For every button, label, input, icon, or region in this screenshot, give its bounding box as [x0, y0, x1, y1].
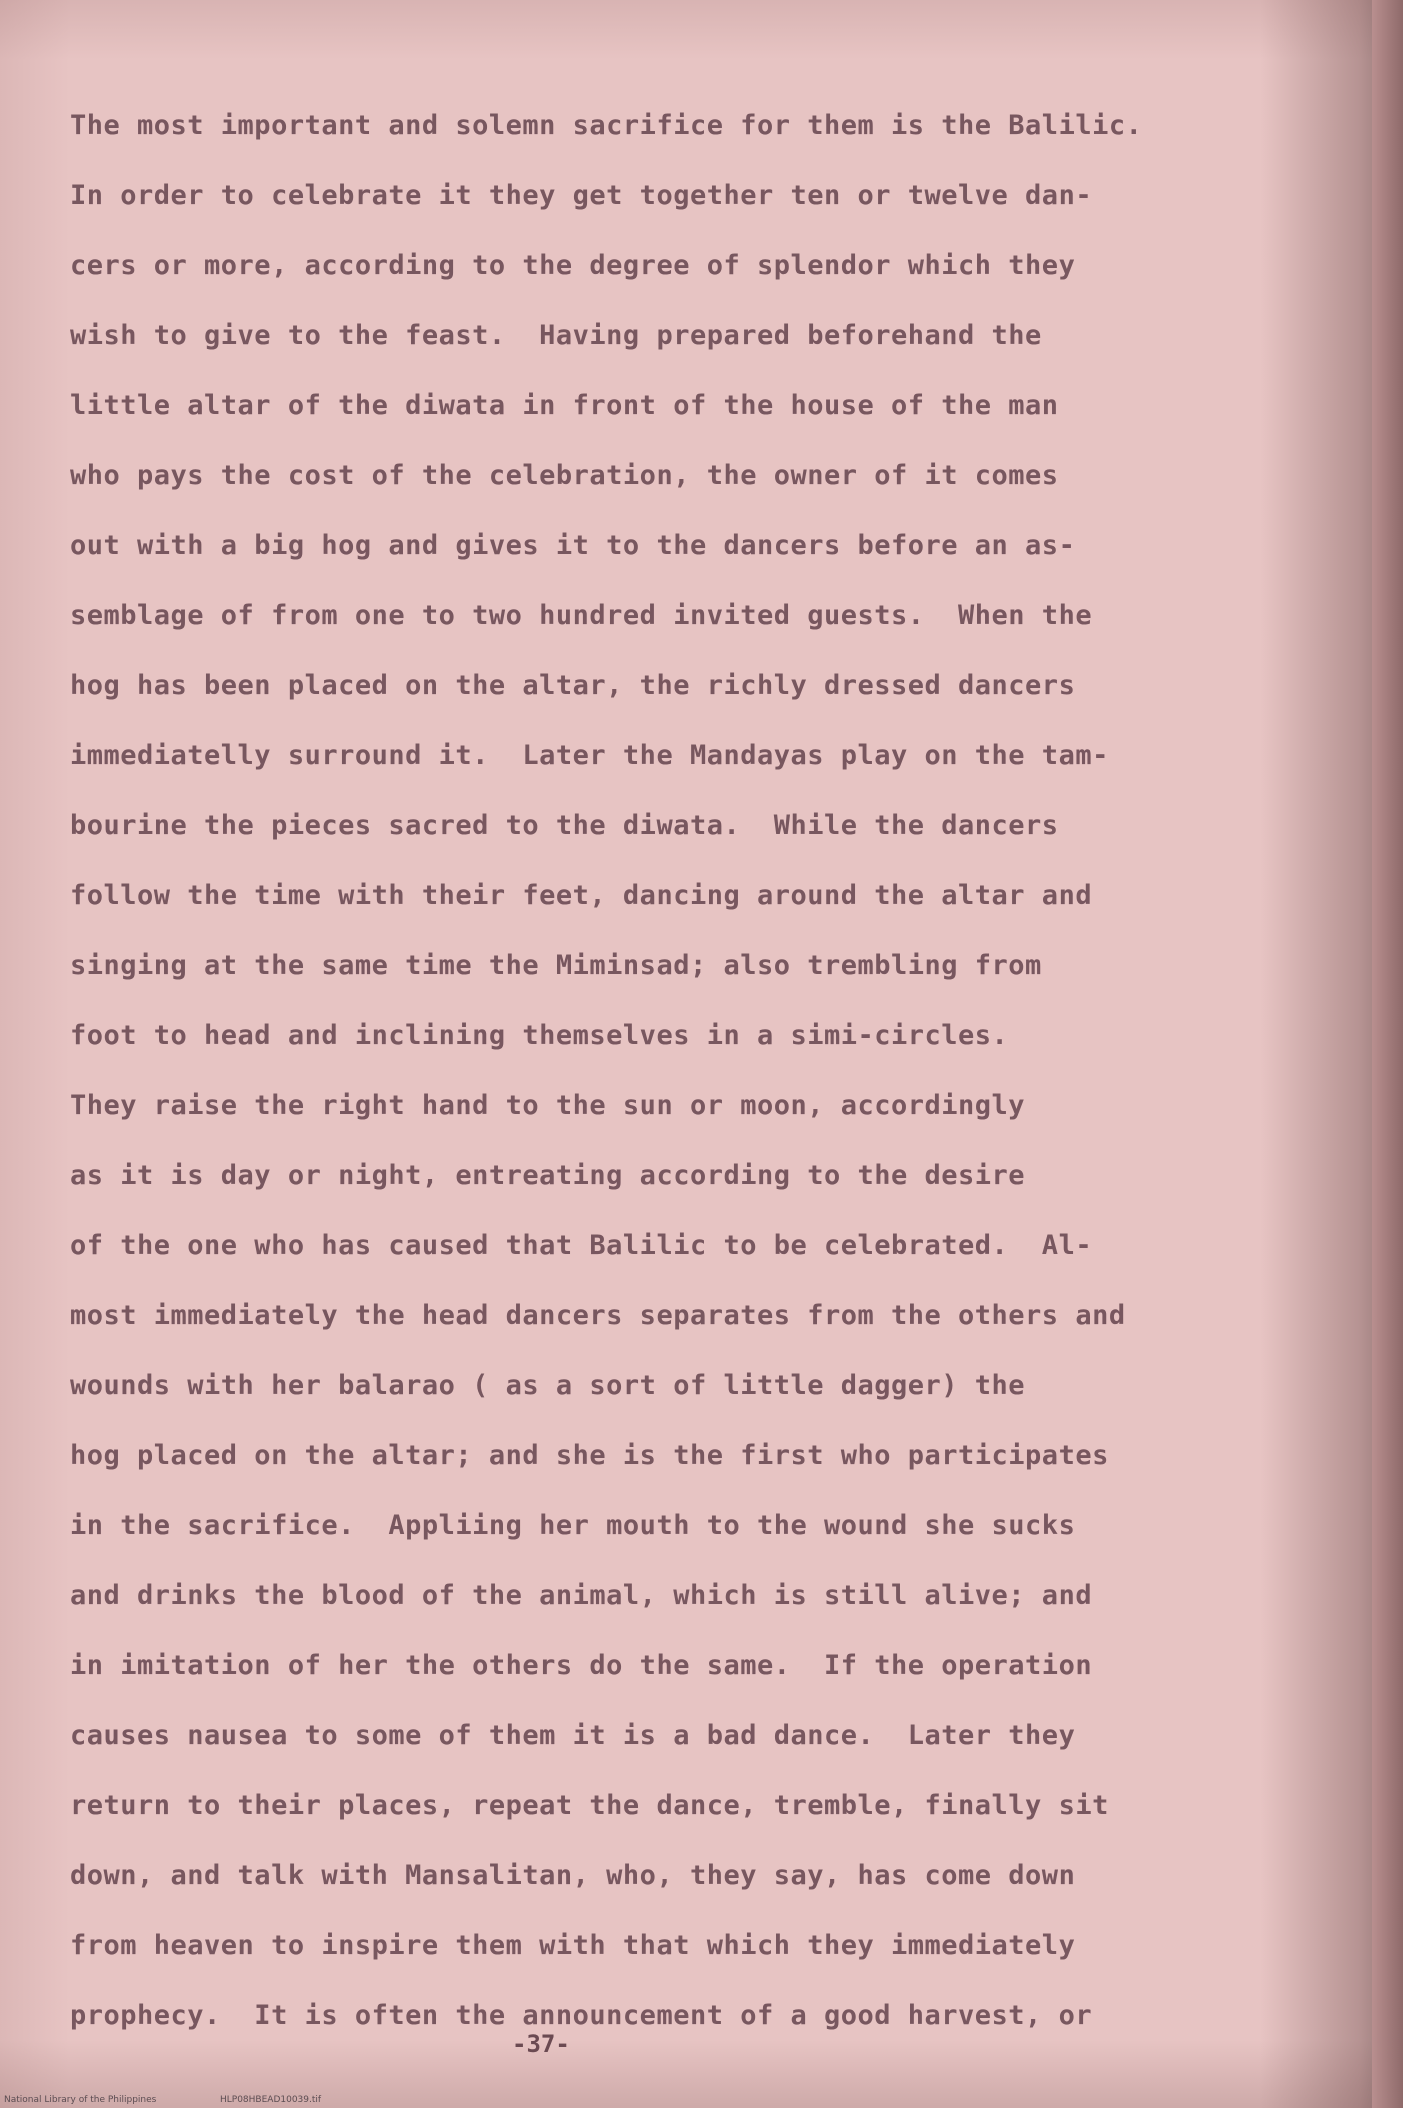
text-line: hog has been placed on the altar, the richly dressed dancers — [70, 670, 1076, 701]
text-line: wish to give to the feast. Having prepared beforehand the — [70, 320, 1042, 351]
text-line: out with a big hog and gives it to the dancers before an as- — [70, 530, 1076, 561]
text-line: hog placed on the altar; and she is the first who participates — [70, 1440, 1109, 1471]
page-edge-shadow — [1372, 0, 1403, 2108]
text-line: most immediately the head dancers separates from the others and — [70, 1300, 1126, 1331]
text-line: little altar of the diwata in front of the house of the man — [70, 390, 1059, 421]
text-line: bourine the pieces sacred to the diwata. While the dancers — [70, 810, 1059, 841]
page-number: -37- — [512, 2030, 570, 2058]
text-line: The most important and solemn sacrifice for them is the Balilic. — [70, 110, 1143, 141]
text-line: foot to head and inclining themselves in a simi-circles. — [70, 1020, 1009, 1051]
text-line: They raise the right hand to the sun or moon, accordingly — [70, 1090, 1026, 1121]
text-line: and drinks the blood of the animal, which is still alive; and — [70, 1580, 1093, 1611]
text-line: cers or more, according to the degree of splendor which they — [70, 250, 1076, 281]
text-line: prophecy. It is often the announcement of a good harvest, or — [70, 2000, 1093, 2031]
text-line: wounds with her balarao ( as a sort of little dagger) the — [70, 1370, 1026, 1401]
text-line: causes nausea to some of them it is a bad dance. Later they — [70, 1720, 1076, 1751]
footer-file-name: HLP08HBEAD10039.tif — [220, 2095, 322, 2105]
text-line: of the one who has caused that Balilic to be celebrated. Al- — [70, 1230, 1093, 1261]
text-line: follow the time with their feet, dancing around the altar and — [70, 880, 1093, 911]
text-line: down, and talk with Mansalitan, who, they say, has come down — [70, 1860, 1076, 1891]
text-line: from heaven to inspire them with that which they immediately — [70, 1930, 1076, 1961]
scan-footer — [0, 2092, 1403, 2108]
text-line: in the sacrifice. Appliing her mouth to the wound she sucks — [70, 1510, 1076, 1541]
text-line: singing at the same time the Miminsad; also trembling from — [70, 950, 1042, 981]
footer-library-name: National Library of the Philippines — [4, 2095, 157, 2105]
text-line: immediatelly surround it. Later the Mandayas play on the tam- — [70, 740, 1109, 771]
text-line: in imitation of her the others do the same. If the operation — [70, 1650, 1093, 1681]
text-line: who pays the cost of the celebration, the owner of it comes — [70, 460, 1059, 491]
text-line: return to their places, repeat the dance, tremble, finally sit — [70, 1790, 1109, 1821]
text-line: In order to celebrate it they get together ten or twelve dan- — [70, 180, 1093, 211]
text-line: semblage of from one to two hundred invited guests. When the — [70, 600, 1093, 631]
text-line: as it is day or night, entreating according to the desire — [70, 1160, 1026, 1191]
